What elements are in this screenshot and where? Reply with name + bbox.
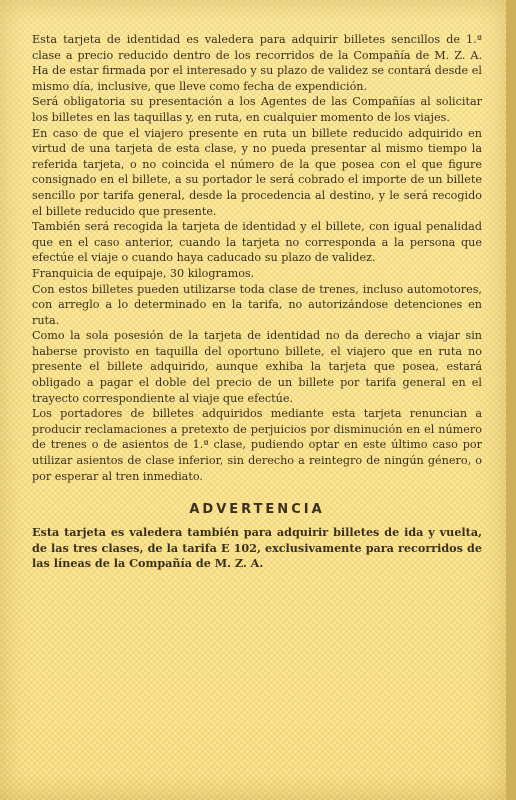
paragraph-ticket-required: Como la sola posesión de la tarjeta de identidad no da derecho a viajar sin haberse provisto en taquilla del oportuno billete, el viajero que en ruta no presente el billete adquirido, aunque exhiba la tarjeta que posea, estará obligado a pagar el doble del precio de un billete por tarifa general en el trayecto correspondiente al viaje que efectúe. <box>32 329 482 405</box>
paragraph-penalty: En caso de que el viajero presente en ruta un billete reducido adquirido en virtud de una tarjeta de esta clase, y no pueda presentar al mismo tiempo la referida tarjeta, o no coincida el número de la que posea con el que figure consignado en el billete, a su portador le será cobrado el importe de un billete sencillo por tarifa general, desde la procedencia al destino, y le será recogido el billete reducido que presente. <box>32 126 482 218</box>
paragraph-claims: Los portadores de billetes adquiridos mediante esta tarjeta renuncian a producir reclamaciones a pretexto de perjuicios por disminución en el número de trenes o de asientos de 1.ª clase, pudiendo optar en este último caso por utilizar asientos de clase inferior, sin derecho a reintegro de ningún género, o por esperar al tren inmediato. <box>32 407 482 483</box>
warning-heading: ADVERTENCIA <box>189 502 325 518</box>
card-text <box>32 32 482 572</box>
paragraph-trains: Con estos billetes pueden utilizarse toda clase de trenes, incluso automotores, con arreglo a lo determinado en la tarifa, no autorizándose detenciones en ruta. <box>32 282 482 327</box>
paragraph-luggage: Franquicia de equipaje, 30 kilogramos. <box>32 266 255 280</box>
paragraph-collection: También será recogida la tarjeta de identidad y el billete, con igual penalidad que en el caso anterior, cuando la tarjeta no corresponda a la persona que efectúe el viaje o cuando haya caducado su plazo de validez. <box>32 220 482 265</box>
warning-text: Esta tarjeta es valedera también para adquirir billetes de ida y vuelta, de las tres clases, de la tarifa E 102, exclusivamente para recorridos de las líneas de la Compañía de M. Z. A. <box>32 525 482 571</box>
paragraph-presentation: Será obligatoria su presentación a los Agentes de las Compañías al solicitar los billetes en las taquillas y, en ruta, en cualquier momento de los viajes. <box>32 95 482 124</box>
paragraph-validity: Esta tarjeta de identidad es valedera para adquirir billetes sencillos de 1.ª clase a precio reducido dentro de los recorridos de la Compañía de M. Z. A. Ha de estar firmada por el interesado y su plazo de validez se contará desde el mismo día, inclusive, que lleve como fecha de expendición. <box>32 33 482 93</box>
